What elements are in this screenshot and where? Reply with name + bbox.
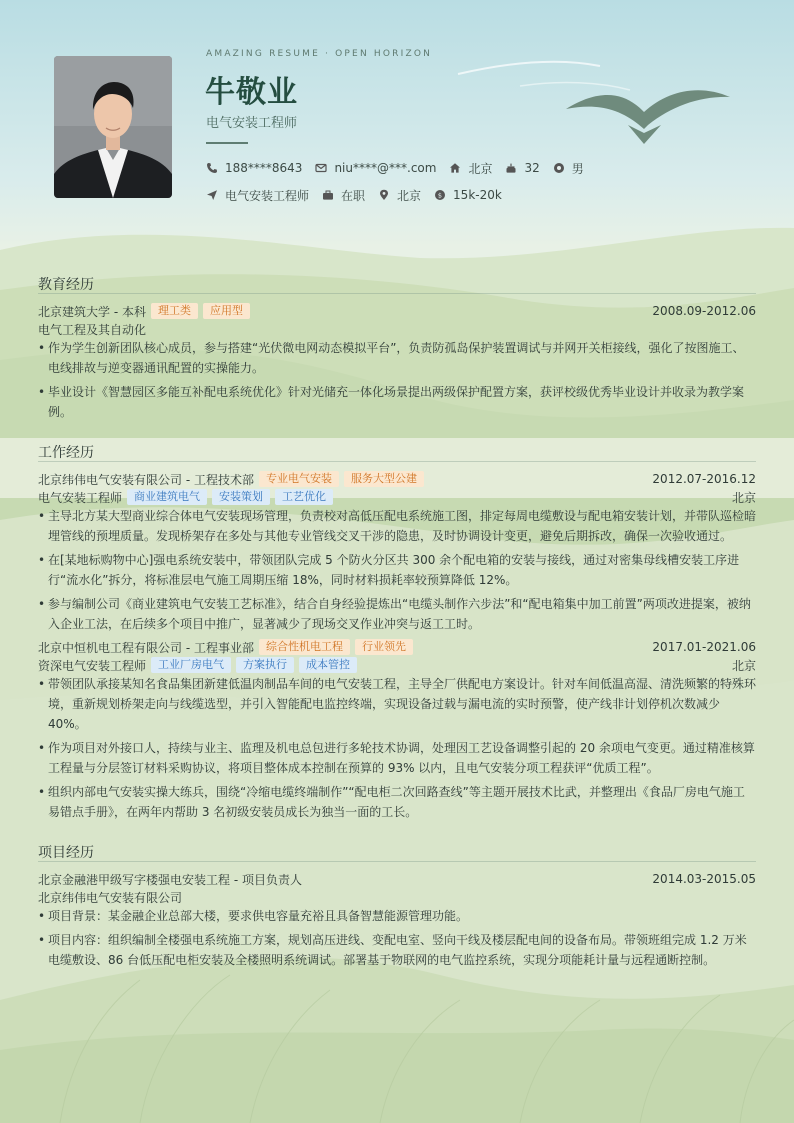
phone-icon — [206, 162, 218, 174]
role-tag: 安装策划 — [212, 489, 270, 505]
intent-city-item — [378, 187, 421, 204]
company-name: 北京纬伟电气安装有限公司 - 工程技术部 — [38, 472, 254, 487]
school-tag: 应用型 — [203, 303, 250, 319]
job-role: 电气安装工程师 — [38, 490, 123, 505]
salary-text: 15k-20k — [453, 188, 502, 202]
projects-heading: 项目经历 — [38, 845, 94, 861]
company-tag: 行业领先 — [355, 639, 413, 655]
project-dates: 2014.03-2015.05 — [652, 872, 756, 886]
projects-divider — [38, 861, 756, 862]
cake-icon — [505, 162, 517, 174]
school-name: 北京建筑大学 - 本科 — [38, 304, 146, 319]
job-bullet: • 组织内部电气安装实操大练兵，围绕“冷缩电缆终端制作”“配电柜二次回路查线”等主题开展技术比武，并整理出《食品厂房电气施工易错点手册》，在两年内帮助 3 名初级安装员成长为独当一面的工长。 — [38, 785, 745, 819]
status-text: 在职 — [341, 188, 366, 203]
job-bullet: • 带领团队承接某知名食品集团新建低温肉制品车间的电气安装工程，主导全厂供配电方案设计。针对车间低温高湿、清洗频繁的特殊环境，重新规划桥架走向与线缆选型，并引入智能配电监控终端，实现设备过载与漏电流的实时预警，使产线非计划停机次数减少 40%。 — [38, 677, 757, 731]
send-icon — [206, 189, 218, 201]
education-major-row — [38, 320, 756, 338]
job-intent-row — [206, 185, 515, 205]
company-name: 北京中恒机电工程有限公司 - 工程事业部 — [38, 640, 254, 655]
resume-tagline: AMAZING RESUME · OPEN HORIZON — [206, 49, 433, 59]
education-header-row — [38, 302, 756, 320]
job-bullet: • 在[某地标购物中心]强电系统安装中，带领团队完成 5 个防火分区共 300 余个配电箱的安装与接线，通过对密集母线槽安装工序进行“流水化”拆分，将标准层电气施工周期压缩 18%，同时材料损耗率较预算降低 12%。 — [38, 553, 740, 587]
candidate-name: 牛敬业 — [205, 75, 298, 110]
email-item — [315, 161, 436, 175]
project-header-row — [38, 870, 756, 888]
status-item — [322, 187, 365, 204]
phone-text: 188****8643 — [225, 161, 303, 175]
job-bullet: • 参与编制公司《商业建筑电气安装工艺标准》，结合自身经验提炼出“电缆头制作六步法”和“配电箱集中加工前置”两项改进提案，被纳入企业工法，在后续多个项目中推广，显著减少了现场交叉作业冲突与返工工时。 — [38, 597, 751, 631]
mail-icon — [315, 162, 327, 174]
email-text: niu****@***.com — [334, 161, 437, 175]
hometown-item — [449, 160, 492, 177]
project-bullet: • 项目内容：组织编制全楼强电系统施工方案，规划高压进线、变配电室、竖向干线及楼层配电间的设备布局。带领班组完成 1.2 万米电缆敷设、86 台低压配电柜安装及全楼照明系统调试。部署基于物联网的电气监控系统，实现分项能耗计量与远程通断控制。 — [38, 933, 747, 967]
role-tag: 方案执行 — [236, 657, 294, 673]
job-city: 北京 — [731, 658, 756, 673]
role-tag: 工业厂房电气 — [151, 657, 231, 673]
job-city: 北京 — [731, 490, 756, 505]
job-role-row — [38, 488, 756, 506]
job-title: 电气安装工程师 — [206, 116, 298, 131]
role-tag: 工艺优化 — [275, 489, 333, 505]
intent-position-item — [206, 187, 309, 204]
hometown-text: 北京 — [468, 161, 493, 176]
company-tag: 服务大型公建 — [344, 471, 424, 487]
age-text: 32 — [524, 161, 540, 175]
project-org: 北京纬伟电气安装有限公司 — [38, 890, 183, 905]
role-tag: 商业建筑电气 — [127, 489, 207, 505]
salary-item — [434, 188, 502, 202]
gender-text: 男 — [571, 161, 584, 176]
job-bullet: • 作为项目对外接口人，持续与业主、监理及机电总包进行多轮技术协调，处理因工艺设备调整引起的 20 余项电气变更。通过精准核算工程量与分层签订材料采购协议，将项目整体成本控制在预算的 93% 以内，且电气安装分项工程获评“优质工程”。 — [38, 741, 755, 775]
work-heading: 工作经历 — [38, 445, 94, 461]
location-icon — [378, 189, 390, 201]
school-tag: 理工类 — [151, 303, 198, 319]
intent-position-text: 电气安装工程师 — [225, 188, 310, 203]
briefcase-icon — [322, 189, 334, 201]
education-heading: 教育经历 — [38, 277, 94, 293]
job-header-row — [38, 638, 756, 656]
age-item — [505, 161, 539, 175]
avatar-portrait-icon — [54, 56, 172, 198]
company-tag: 综合性机电工程 — [259, 639, 350, 655]
avatar — [54, 56, 172, 198]
title-divider — [206, 142, 248, 144]
company-tag: 专业电气安装 — [259, 471, 339, 487]
education-bullet: • 毕业设计《智慧园区多能互补配电系统优化》针对光储充一体化场景提出两级保护配置方案，获评校级优秀毕业设计并收录为教学案例。 — [38, 385, 745, 419]
home-icon — [449, 162, 461, 174]
job-bullet: • 主导北方某大型商业综合体电气安装现场管理，负责校对高低压配电系统施工图，排定每周电缆敷设与配电箱安装计划，并带队巡检暗埋管线的预埋质量。发现桥架存在多处与其他专业管线交叉干涉的隐患，及时协调设计变更，避免后期拆改，确保一次验收通过。 — [38, 509, 757, 543]
job-role-row — [38, 656, 756, 674]
education-bullet: • 作为学生创新团队核心成员，参与搭建“光伏微电网动态模拟平台”，负责防孤岛保护装置调试与并网开关柜接线，强化了按图施工、电线排故与逆变器通讯配置的实操能力。 — [38, 341, 745, 375]
education-dates: 2008.09-2012.06 — [652, 304, 756, 318]
phone-item — [206, 161, 302, 175]
project-bullet: • 项目背景：某金融企业总部大楼，要求供电容量充裕且具备智慧能源管理功能。 — [38, 909, 469, 923]
contact-info-row — [206, 158, 597, 178]
education-divider — [38, 293, 756, 294]
major-name: 电气工程及其自动化 — [38, 322, 147, 337]
gender-item — [553, 160, 584, 177]
job-dates: 2012.07-2016.12 — [652, 472, 756, 486]
intent-city-text: 北京 — [397, 188, 422, 203]
job-header-row — [38, 470, 756, 488]
role-tag: 成本管控 — [299, 657, 357, 673]
job-role: 资深电气安装工程师 — [38, 658, 147, 673]
project-org-row — [38, 888, 756, 906]
gender-icon — [553, 162, 565, 174]
svg-text:$: $ — [437, 191, 443, 200]
project-name: 北京金融港甲级写字楼强电安装工程 - 项目负责人 — [38, 872, 302, 887]
salary-icon — [434, 189, 446, 201]
job-dates: 2017.01-2021.06 — [652, 640, 756, 654]
work-divider — [38, 461, 756, 462]
